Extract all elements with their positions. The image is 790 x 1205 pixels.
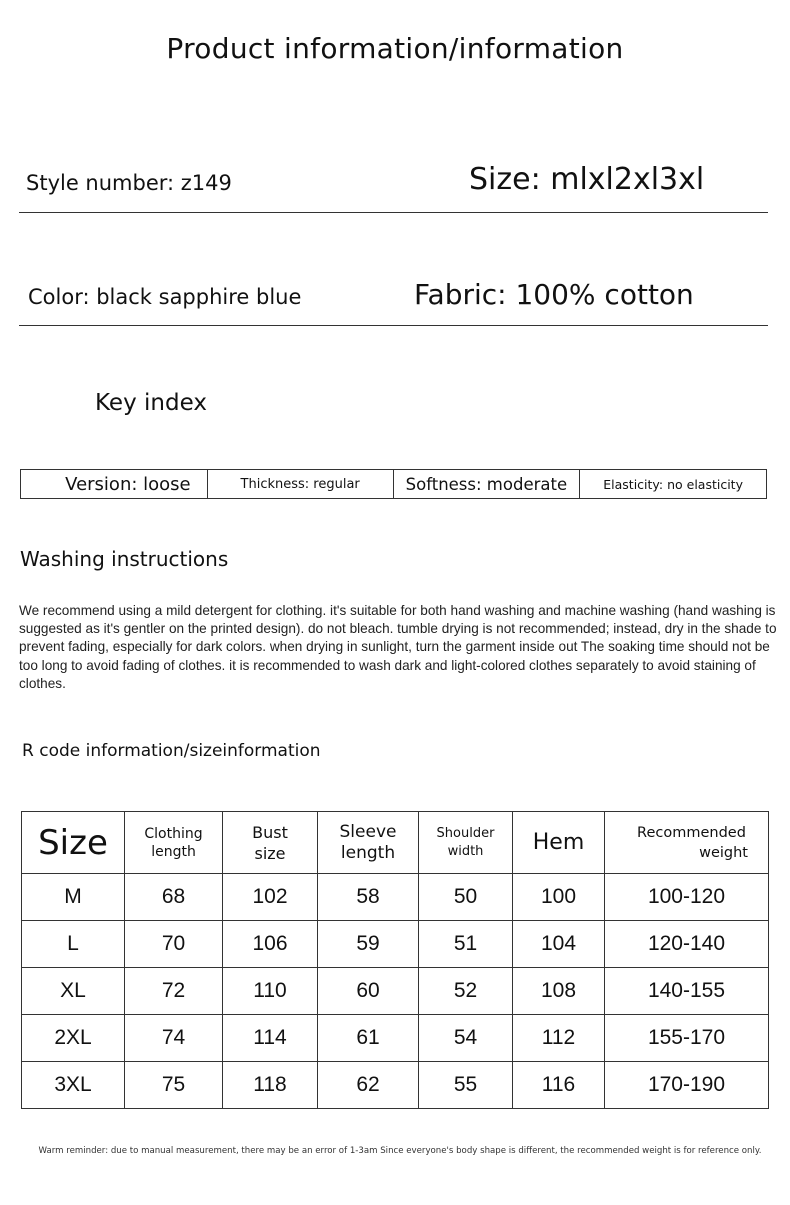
cell-recommended-weight: 140-155 (605, 968, 769, 1015)
cell-hem: 112 (513, 1015, 605, 1062)
cell-size: XL (22, 968, 125, 1015)
table-row (22, 1062, 769, 1109)
header-sleeve-length: Sleeve length (318, 812, 419, 874)
table-row (22, 1015, 769, 1062)
cell-hem: 108 (513, 968, 605, 1015)
cell-clothing-length: 72 (125, 968, 223, 1015)
cell-bust-size: 114 (223, 1015, 318, 1062)
cell-size: L (22, 921, 125, 968)
color-info: Color: black sapphire blue (28, 285, 302, 309)
cell-hem: 100 (513, 874, 605, 921)
header-recommended-weight: Recommended weight (605, 812, 769, 874)
cell-sleeve-length: 58 (318, 874, 419, 921)
cell-recommended-weight: 155-170 (605, 1015, 769, 1062)
key-index-title: Key index (95, 390, 207, 416)
cell-bust-size: 106 (223, 921, 318, 968)
cell-size: M (22, 874, 125, 921)
cell-hem: 116 (513, 1062, 605, 1109)
cell-clothing-length: 74 (125, 1015, 223, 1062)
style-number: Style number: z149 (26, 171, 232, 195)
size-range: Size: mlxl2xl3xl (469, 162, 705, 197)
cell-clothing-length: 70 (125, 921, 223, 968)
cell-recommended-weight: 120-140 (605, 921, 769, 968)
cell-bust-size: 118 (223, 1062, 318, 1109)
cell-bust-size: 102 (223, 874, 318, 921)
fabric-info: Fabric: 100% cotton (414, 278, 694, 311)
header-size: Size (22, 812, 125, 874)
cell-shoulder-width: 52 (419, 968, 513, 1015)
warm-reminder: Warm reminder: due to manual measurement, there may be an error of 1-3am Since everyone's body shape is different, the recommended weight is for reference only. (38, 1146, 762, 1156)
key-index-elasticity: Elasticity: no elasticity (603, 476, 743, 492)
key-index-softness: Softness: moderate (394, 470, 581, 498)
cell-size: 2XL (22, 1015, 125, 1062)
cell-hem: 104 (513, 921, 605, 968)
cell-sleeve-length: 59 (318, 921, 419, 968)
table-row (22, 921, 769, 968)
table-header-row (22, 812, 769, 874)
header-bust-size: Bust size (223, 812, 318, 874)
cell-shoulder-width: 54 (419, 1015, 513, 1062)
cell-sleeve-length: 61 (318, 1015, 419, 1062)
washing-title: Washing instructions (20, 547, 229, 571)
cell-sleeve-length: 60 (318, 968, 419, 1015)
cell-shoulder-width: 51 (419, 921, 513, 968)
header-clothing-length: Clothing length (125, 812, 223, 874)
cell-recommended-weight: 100-120 (605, 874, 769, 921)
divider (19, 325, 768, 326)
cell-bust-size: 110 (223, 968, 318, 1015)
size-info-title: R code information/sizeinformation (22, 741, 321, 761)
table-row (22, 968, 769, 1015)
cell-clothing-length: 68 (125, 874, 223, 921)
cell-shoulder-width: 50 (419, 874, 513, 921)
divider (19, 212, 768, 213)
key-index-version: Version: loose (21, 470, 208, 498)
key-index-thickness: Thickness: regular (208, 470, 394, 498)
page-title: Product information/information (166, 32, 624, 65)
key-index-table (20, 469, 767, 499)
size-table (21, 811, 769, 1109)
header-hem: Hem (513, 812, 605, 874)
header-shoulder-width: Shoulder width (419, 812, 513, 874)
table-row (22, 874, 769, 921)
washing-body: We recommend using a mild detergent for clothing. it's suitable for both hand washing and machine washing (hand washing is suggested as it's gentler on the printed design). do not bleach. tumble drying is not recommended; instead, dry in the shade to prevent fading, especially for dark colors. when drying in sunlight, turn the garment inside out The soaking time should not be too long to avoid fading of clothes. it is recommended to wash dark and light-colored clothes separately to avoid staining of clothes. (19, 603, 777, 691)
cell-clothing-length: 75 (125, 1062, 223, 1109)
cell-shoulder-width: 55 (419, 1062, 513, 1109)
cell-sleeve-length: 62 (318, 1062, 419, 1109)
cell-size: 3XL (22, 1062, 125, 1109)
cell-recommended-weight: 170-190 (605, 1062, 769, 1109)
